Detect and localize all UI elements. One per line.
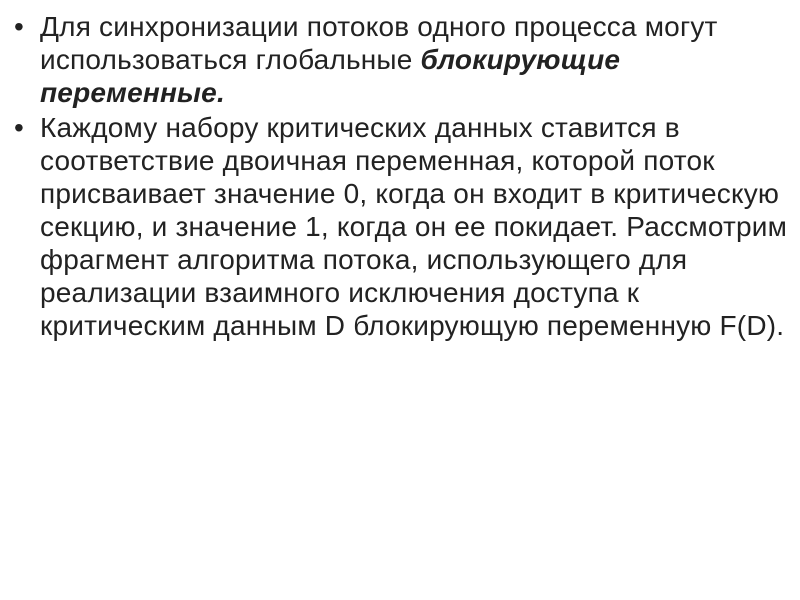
bullet-marker: • <box>14 11 24 42</box>
bullet-item-2 <box>14 111 794 342</box>
bullet-text-1-emphasis: блокирующие переменные. <box>40 44 621 108</box>
bullet-text-2: Каждому набору критических данных ставится в соответствие двоичная переменная, которой поток присваивает значение 0, когда он входит в критическую секцию, и значение 1, когда он ее покидает. Рассмотрим фрагмент алгоритма потока, использующего для реализации взаимного исключения доступа к критическим данным D блокирующую переменную F(D). <box>40 112 788 341</box>
bullet-item-1 <box>14 10 794 109</box>
bullet-text-1 <box>40 10 794 109</box>
bullet-marker: • <box>14 112 24 143</box>
bullet-text-1-plain: Для синхронизации потоков одного процесса могут использоваться глобальные <box>40 11 718 75</box>
bullet-list <box>14 10 794 344</box>
